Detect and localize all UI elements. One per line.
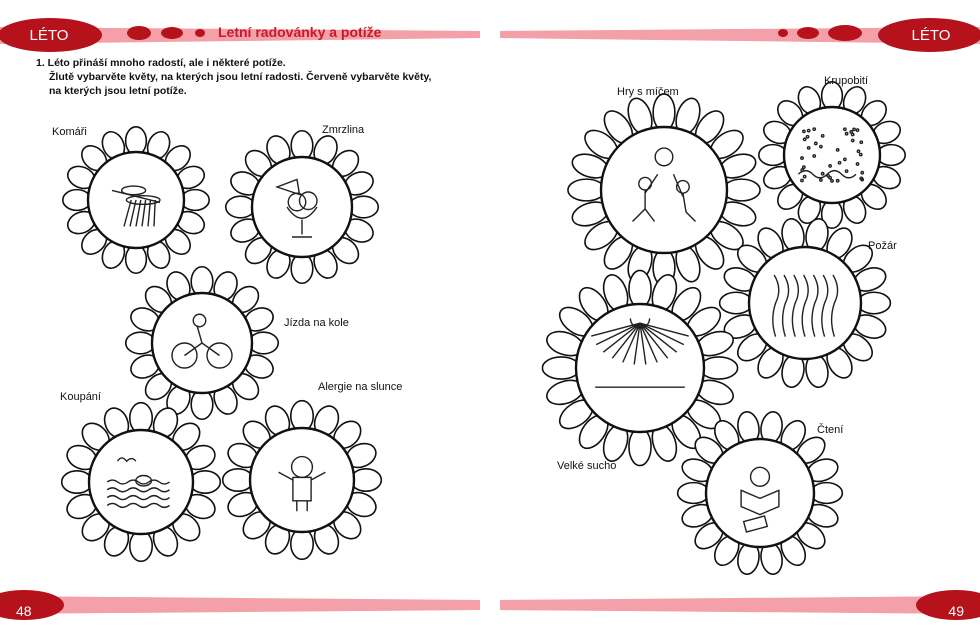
page-number-right: 49 — [948, 603, 964, 619]
flower-mosquito[interactable] — [63, 127, 209, 273]
flower-label-hry-s-micem: Hry s míčem — [617, 86, 679, 98]
flower-drought[interactable] — [542, 270, 737, 465]
flower-bicycle[interactable] — [126, 267, 279, 420]
flower-label-komari: Komáři — [52, 126, 87, 138]
flower-label-cteni: Čtení — [817, 424, 844, 436]
instruction-line-2: Žlutě vybarvěte květy, na kterých jsou letní radosti. Červeně vybarvěte květy, — [49, 71, 432, 83]
flower-sun-allergy[interactable] — [223, 401, 382, 560]
flower-label-krupobiti: Krupobití — [824, 75, 869, 87]
flower-fire[interactable] — [720, 217, 891, 389]
flower-label-zmrzlina: Zmrzlina — [322, 124, 365, 136]
flower-label-koupani: Koupání — [60, 391, 101, 403]
page-number-left: 48 — [16, 603, 32, 619]
page-title: Letní radovánky a potíže — [218, 24, 382, 40]
flower-label-velke-sucho: Velké sucho — [557, 460, 617, 472]
flower-ball-games[interactable] — [568, 94, 760, 286]
flower-label-alergie: Alergie na slunce — [318, 381, 403, 393]
instruction-line-1: 1. Léto přináší mnoho radostí, ale i některé potíže. — [36, 57, 286, 69]
section-badge-left: LÉTO — [29, 26, 69, 44]
flower-swimming[interactable] — [62, 403, 221, 562]
section-badge-right: LÉTO — [911, 26, 951, 44]
flower-ice-cream[interactable] — [226, 131, 378, 283]
instruction-line-3: na kterých jsou letní potíže. — [49, 85, 187, 97]
flower-label-pozar: Požár — [868, 240, 897, 252]
flower-hailstorm[interactable] — [759, 82, 905, 228]
flower-label-jizda-na-kole: Jízda na kole — [284, 317, 349, 329]
